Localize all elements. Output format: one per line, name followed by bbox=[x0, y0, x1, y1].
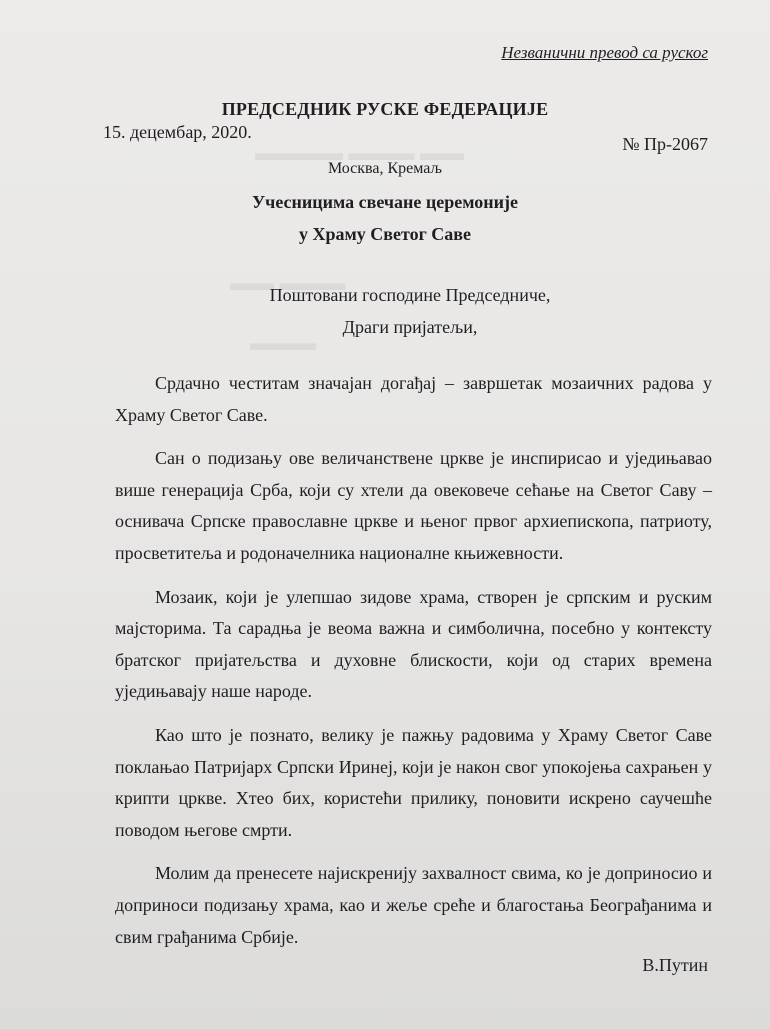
show-through-mark: ▬▬▬ bbox=[250, 330, 316, 355]
show-through-mark: ▬▬▬▬ ▬▬▬ ▬▬ bbox=[255, 140, 464, 165]
show-through-mark: ▬▬ ▬▬▬ bbox=[230, 270, 346, 295]
body-paragraph: Мозаик, који је улепшао зидове храма, створен је српским и руским мајсторима. Та сарадња је веома важна и симболична, посебно у контексту братског пријатељства и духовне блискости, који од старих времена уједињавају наше народе. bbox=[115, 586, 712, 702]
body-paragraph: Сан о подизању ове величанствене цркве је инспирисао и уједињавао више генерација Срба, који су хтели да овековече сећање на Светог Саву – оснивача Српске православне цркве и њеног првог архиепископа, патриоту, просветитеља и родоначелника националне књижевности. bbox=[115, 448, 712, 563]
body-paragraph: Срдачно честитам значајан догађај – завршетак мозаичних радова у Храму Светог Саве. bbox=[115, 373, 712, 425]
subject-line: Учесницима свечане церемоније bbox=[251, 192, 519, 212]
signature: В.Путин bbox=[642, 955, 708, 975]
greeting-line: Драги пријатељи, bbox=[342, 317, 478, 337]
letter-subject bbox=[0, 186, 770, 250]
translation-note: Незванични превод са руског bbox=[501, 43, 708, 62]
letter-greeting bbox=[0, 279, 770, 343]
body-paragraph: Молим да пренесете најискренију захвалност свима, ко је доприносио и доприноси подизању храма, као и жеље среће и благостања Београђанима и свим грађанима Србије. bbox=[115, 863, 712, 947]
letter-heading: ПРЕДСЕДНИК РУСКЕ ФЕДЕРАЦИЈЕ bbox=[221, 99, 549, 119]
letter-date: 15. децембар, 2020. bbox=[103, 122, 252, 142]
subject-line: у Храму Светог Саве bbox=[299, 224, 471, 244]
letter-number: № Пр-2067 bbox=[622, 134, 708, 154]
body-paragraph: Као што је познато, велику је пажњу радовима у Храму Светог Саве поклањао Патријарх Српски Иринеј, који је након свог упокојења сахрањен у крипти цркве. Хтео бих, користећи прилику, поновити искрено саучешће поводом његове смрти. bbox=[115, 724, 712, 840]
letter-body bbox=[115, 368, 712, 965]
greeting-line: Поштовани господине Председниче, bbox=[269, 285, 551, 305]
letter-place: Москва, Кремаљ bbox=[327, 160, 443, 177]
